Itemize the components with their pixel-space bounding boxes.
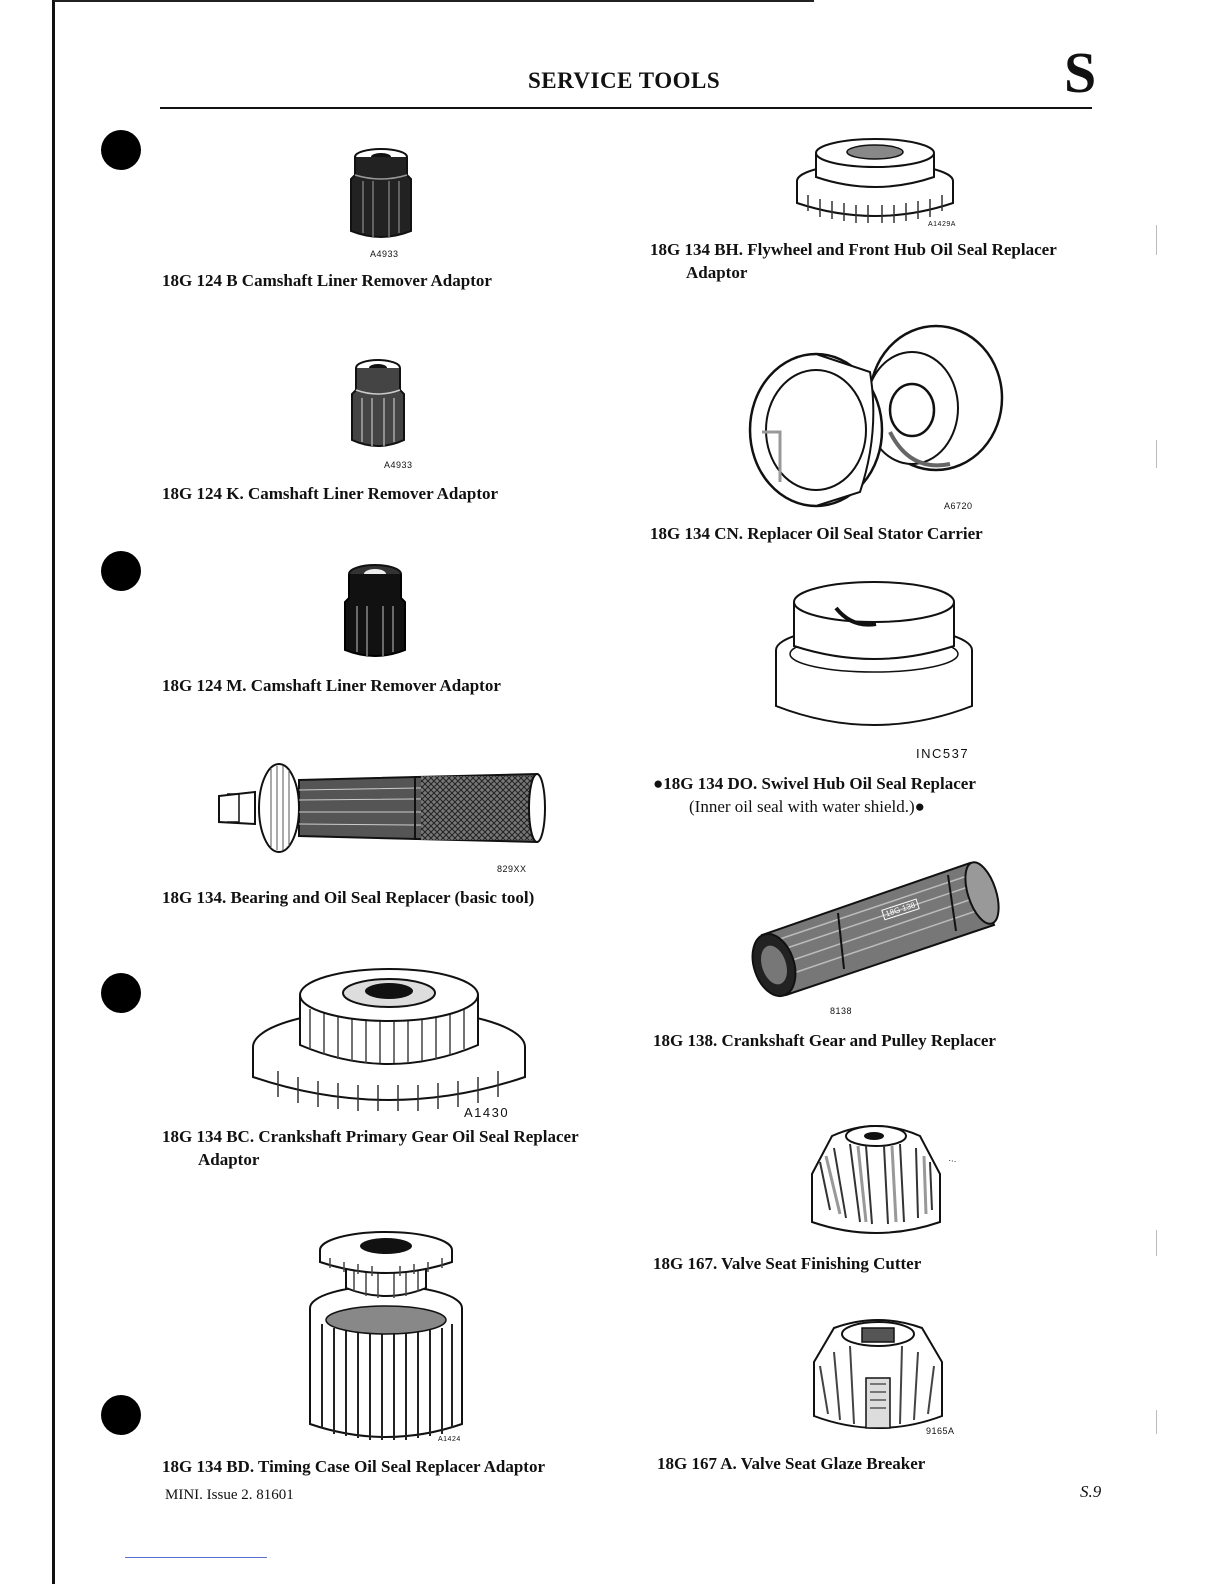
page-number: S.9: [1080, 1482, 1102, 1501]
amendment-bullet: [101, 1395, 141, 1435]
page-top-border: [54, 0, 814, 2]
cylindrical-adaptor-icon: [347, 358, 409, 450]
cylindrical-adaptor-icon: [345, 147, 417, 241]
tool-caption: [162, 1125, 579, 1171]
page-left-border: [52, 0, 55, 1584]
fluted-cutter-icon: [806, 1122, 946, 1238]
timing-case-adaptor-icon: [298, 1228, 474, 1446]
tool-caption: [653, 772, 976, 818]
tool-caption: 18G 134 CN. Replacer Oil Seal Stator Carrier: [650, 524, 983, 543]
tool-caption-line: (Inner oil seal with water shield.)●: [689, 797, 925, 816]
scan-mark: [1156, 225, 1157, 255]
bottom-link-underline: [125, 1557, 267, 1558]
footer-issue: MINI. Issue 2. 81601: [165, 1487, 294, 1503]
replacer-shaft-icon: [215, 760, 547, 858]
scan-mark: [1156, 1410, 1157, 1434]
figure-ref-vertical: ⋮: [947, 1155, 958, 1166]
tool-caption: 18G 167 A. Valve Seat Glaze Breaker: [657, 1454, 926, 1473]
page-title: SERVICE TOOLS: [528, 68, 721, 93]
figure-ref: A4933: [370, 249, 399, 259]
amendment-bullet: [101, 973, 141, 1013]
tool-caption: 18G 124 K. Camshaft Liner Remover Adaptor: [162, 484, 499, 503]
tool-caption-line: 18G 134 BC. Crankshaft Primary Gear Oil Seal Replacer: [162, 1127, 579, 1146]
tool-caption: 18G 124 B Camshaft Liner Remover Adaptor: [162, 271, 492, 290]
section-letter: S: [1064, 40, 1097, 105]
tool-caption: [650, 238, 1057, 284]
tool-caption-line: ●18G 134 DO. Swivel Hub Oil Seal Replacer: [653, 774, 976, 793]
figure-ref: A4933: [384, 460, 413, 470]
figure-ref: A6720: [944, 501, 973, 511]
figure-ref: 8138: [830, 1006, 853, 1016]
tool-caption: 18G 134 BD. Timing Case Oil Seal Replacer Adaptor: [162, 1457, 545, 1476]
header-rule: [160, 107, 1092, 109]
scan-mark: [1156, 1230, 1157, 1256]
stepped-ring-adaptor-icon: [248, 965, 530, 1113]
tool-caption: 18G 134. Bearing and Oil Seal Replacer (basic tool): [162, 888, 535, 907]
tool-caption: 18G 124 M. Camshaft Liner Remover Adaptor: [162, 676, 501, 695]
scan-mark: [1156, 440, 1157, 468]
stepped-ring-adaptor-icon: [794, 137, 956, 227]
tube-replacer-icon: [738, 855, 1000, 1001]
tool-caption: 18G 167. Valve Seat Finishing Cutter: [653, 1254, 922, 1273]
amendment-bullet: [101, 130, 141, 170]
twin-ring-icon: [740, 322, 1008, 514]
tool-caption-line: Adaptor: [198, 1150, 260, 1169]
tool-marking: 18G 138: [881, 899, 919, 921]
swivel-hub-replacer-icon: [772, 580, 976, 740]
figure-ref: A1430: [464, 1105, 510, 1120]
tool-caption-line: 18G 134 BH. Flywheel and Front Hub Oil Seal Replacer: [650, 240, 1057, 259]
tool-caption: 18G 138. Crankshaft Gear and Pulley Replacer: [653, 1031, 996, 1050]
tool-caption-line: Adaptor: [686, 263, 748, 282]
figure-ref: A1424: [438, 1436, 461, 1443]
figure-ref: INC537: [916, 746, 970, 761]
figure-ref: A1429A: [928, 221, 956, 228]
figure-ref: 829XX: [497, 864, 527, 874]
figure-ref: 9165A: [926, 1426, 955, 1436]
amendment-bullet: [101, 551, 141, 591]
cylindrical-adaptor-icon: [339, 562, 411, 662]
glaze-breaker-icon: [810, 1318, 946, 1436]
